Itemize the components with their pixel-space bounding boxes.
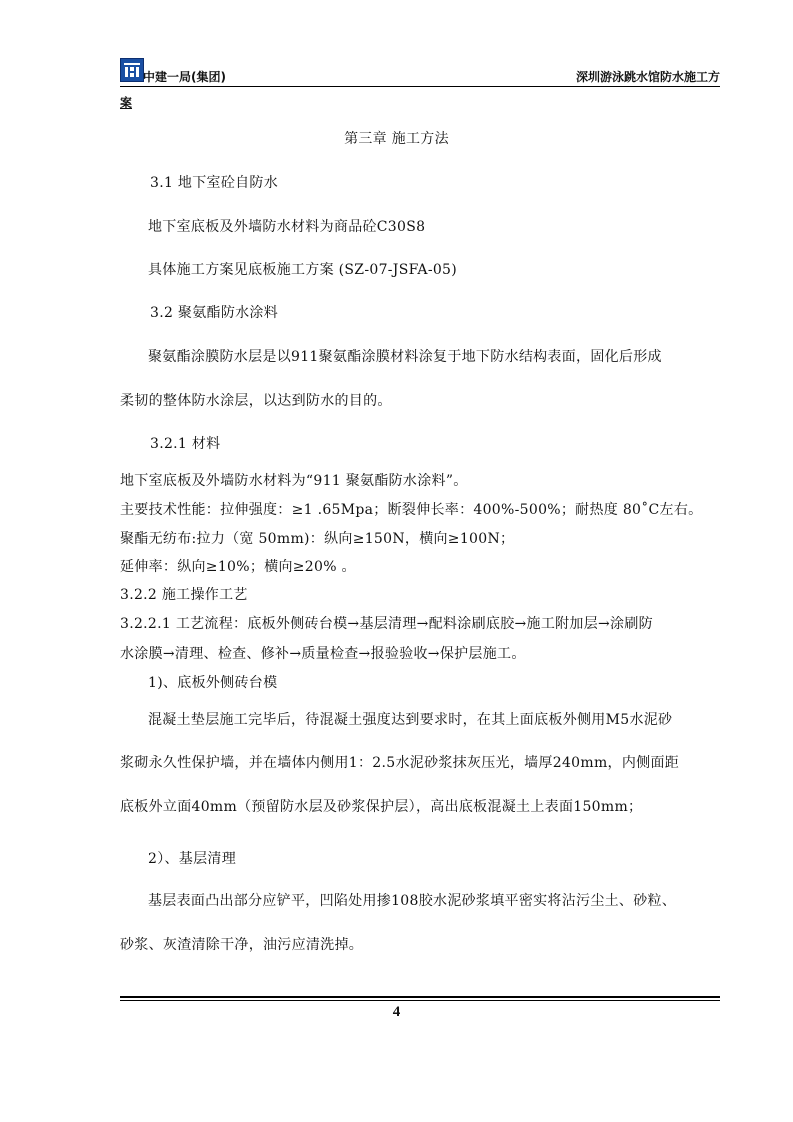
section-3-1-heading: 3.1 地下室砼自防水 xyxy=(150,175,279,191)
section-3-2-2-heading: 3.2.2 施工操作工艺 xyxy=(120,587,248,603)
paragraph: 地下室底板及外墙防水材料为商品砼C30S8 xyxy=(148,219,426,235)
chapter-title: 第三章 施工方法 xyxy=(344,131,449,147)
paragraph-line: 柔韧的整体防水涂层，以达到防水的目的。 xyxy=(120,393,392,409)
header-project-title-continued: 案 xyxy=(120,96,133,110)
paragraph-line: 3.2.2.1 工艺流程：底板外侧砖台模→基层清理→配料涂刷底胶→施工附加层→涂刷防 xyxy=(120,616,653,632)
paragraph-line: 水涂膜→清理、检查、修补→质量检查→报验验收→保护层施工。 xyxy=(120,646,526,662)
paragraph-line: 浆砌永久性保护墙，并在墙体内侧用1：2.5水泥砂浆抹灰压光，墙厚240mm，内侧面距 xyxy=(120,755,680,771)
header-company: 中建一局(集团) xyxy=(143,70,226,84)
paragraph-line: 底板外立面40mm（预留防水层及砂浆保护层），高出底板混凝土上表面150mm； xyxy=(120,799,643,815)
step-1-heading: 1)、底板外侧砖台模 xyxy=(148,675,278,691)
header-rule xyxy=(120,86,720,87)
section-3-2-1-heading: 3.2.1 材料 xyxy=(150,436,221,452)
paragraph-line: 聚氨酯涂膜防水层是以911聚氨酯涂膜材料涂复于地下防水结构表面，固化后形成 xyxy=(148,349,662,365)
page-number: 4 xyxy=(392,1004,401,1020)
step-2-heading: 2）、基层清理 xyxy=(148,851,237,867)
paragraph: 具体施工方案见底板施工方案 (SZ-07-JSFA-05) xyxy=(148,262,458,278)
footer-rule-thin xyxy=(120,1000,720,1001)
header-project-title: 深圳游泳跳水馆防水施工方 xyxy=(575,70,720,84)
paragraph-line: 延伸率：纵向≥10%；横向≥20% 。 xyxy=(120,559,356,575)
paragraph-line: 聚酯无纺布:拉力（宽 50mm)：纵向≥150N，横向≥100N； xyxy=(120,531,515,547)
paragraph-line: 砂浆、灰渣清除干净，油污应清洗掉。 xyxy=(120,937,364,953)
paragraph-line: 主要技术性能：拉伸强度：≥1 .65Mpa；断裂伸长率：400%-500%；耐热度 80˚C左右。 xyxy=(120,502,703,518)
company-logo-icon xyxy=(120,58,144,82)
paragraph-line: 基层表面凸出部分应铲平，凹陷处用掺108胶水泥砂浆填平密实将沾污尘土、砂粒、 xyxy=(148,893,677,909)
paragraph-line: 地下室底板及外墙防水材料为“911 聚氨酯防水涂料”。 xyxy=(120,473,468,489)
paragraph-line: 混凝土垫层施工完毕后，待混凝土强度达到要求时，在其上面底板外侧用M5水泥砂 xyxy=(148,712,673,728)
footer-rule xyxy=(120,996,720,998)
section-3-2-heading: 3.2 聚氨酯防水涂料 xyxy=(150,305,279,321)
